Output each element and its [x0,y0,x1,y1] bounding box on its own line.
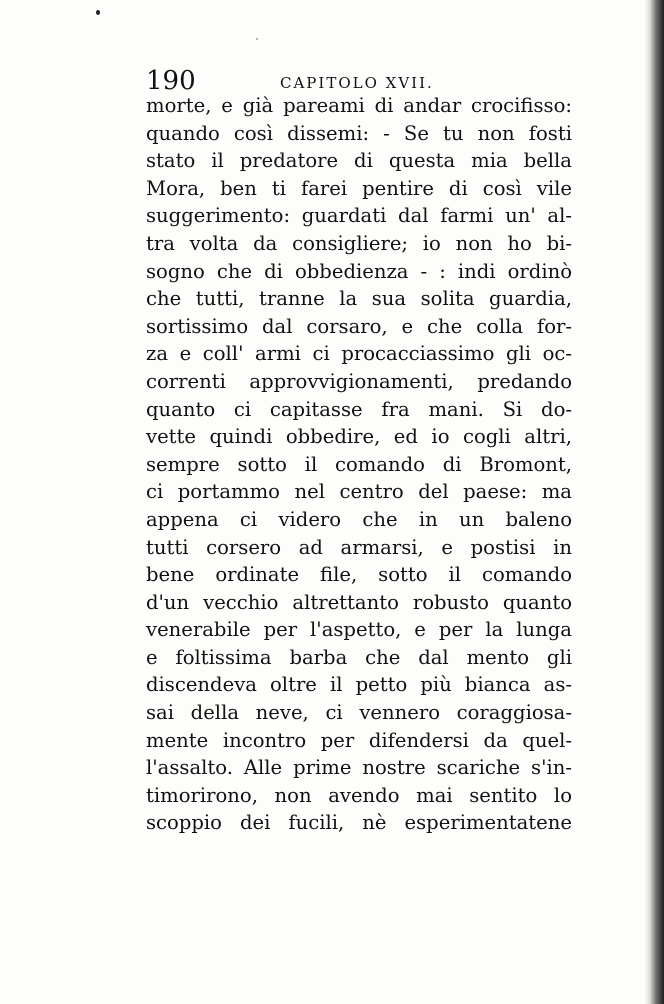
text-line: correnti approvvigionamenti, predando [146,369,572,393]
text-line: che tutti, tranne la sua solita guardia, [146,287,572,311]
text-line: tra volta da consigliere; io non ho bi- [146,231,572,255]
text-line: d'un vecchio altrettanto robusto quanto [146,590,572,614]
ink-speck [256,38,258,40]
text-line: vette quindi obbedire, ed io cogli altri, [146,425,572,449]
ink-speck [96,10,100,15]
text-line: morte, e già pareami di andar crocifisso: [146,94,572,117]
running-head: CAPITOLO XVII. [280,74,434,92]
text-line: Mora, ben ti farei pentire di così vile [146,176,572,200]
text-line: sai della neve, ci vennero coraggiosa- [146,701,572,725]
text-line: mente incontro per difendersi da quel- [146,728,572,752]
page-number: 190 [146,66,196,96]
text-line: tutti corsero ad armarsi, e postisi in [146,535,572,559]
text-line: venerabile per l'aspetto, e per la lunga [146,618,572,642]
text-line: sortissimo dal corsaro, e che colla for- [146,314,572,338]
text-line: quanto ci capitasse fra mani. Si do- [146,397,572,421]
text-line: e foltissima barba che dal mento gli [146,645,572,669]
text-line: timorirono, non avendo mai sentito lo [146,783,572,807]
text-line: za e coll' armi ci procacciassimo gli oc- [146,342,572,366]
text-line: quando così dissemi: - Se tu non fosti [146,121,572,145]
text-line: suggerimento: guardati dal farmi un' al- [146,204,572,228]
text-line: stato il predatore di questa mia bella [146,149,572,173]
body-text [146,92,572,837]
text-line: l'assalto. Alle prime nostre scariche s'in- [146,756,572,780]
page-edge-shadow [650,0,664,1004]
text-line: sempre sotto il comando di Bromont, [146,452,572,476]
text-line: discendeva oltre il petto più bianca as- [146,673,572,697]
text-line: bene ordinate file, sotto il comando [146,563,572,587]
text-line: sogno che di obbedienza - : indi ordinò [146,259,572,283]
text-line: scoppio dei fucili, nè esperimentatene [146,811,572,835]
text-line: appena ci videro che in un baleno [146,507,572,531]
text-line: ci portammo nel centro del paese: ma [146,480,572,504]
